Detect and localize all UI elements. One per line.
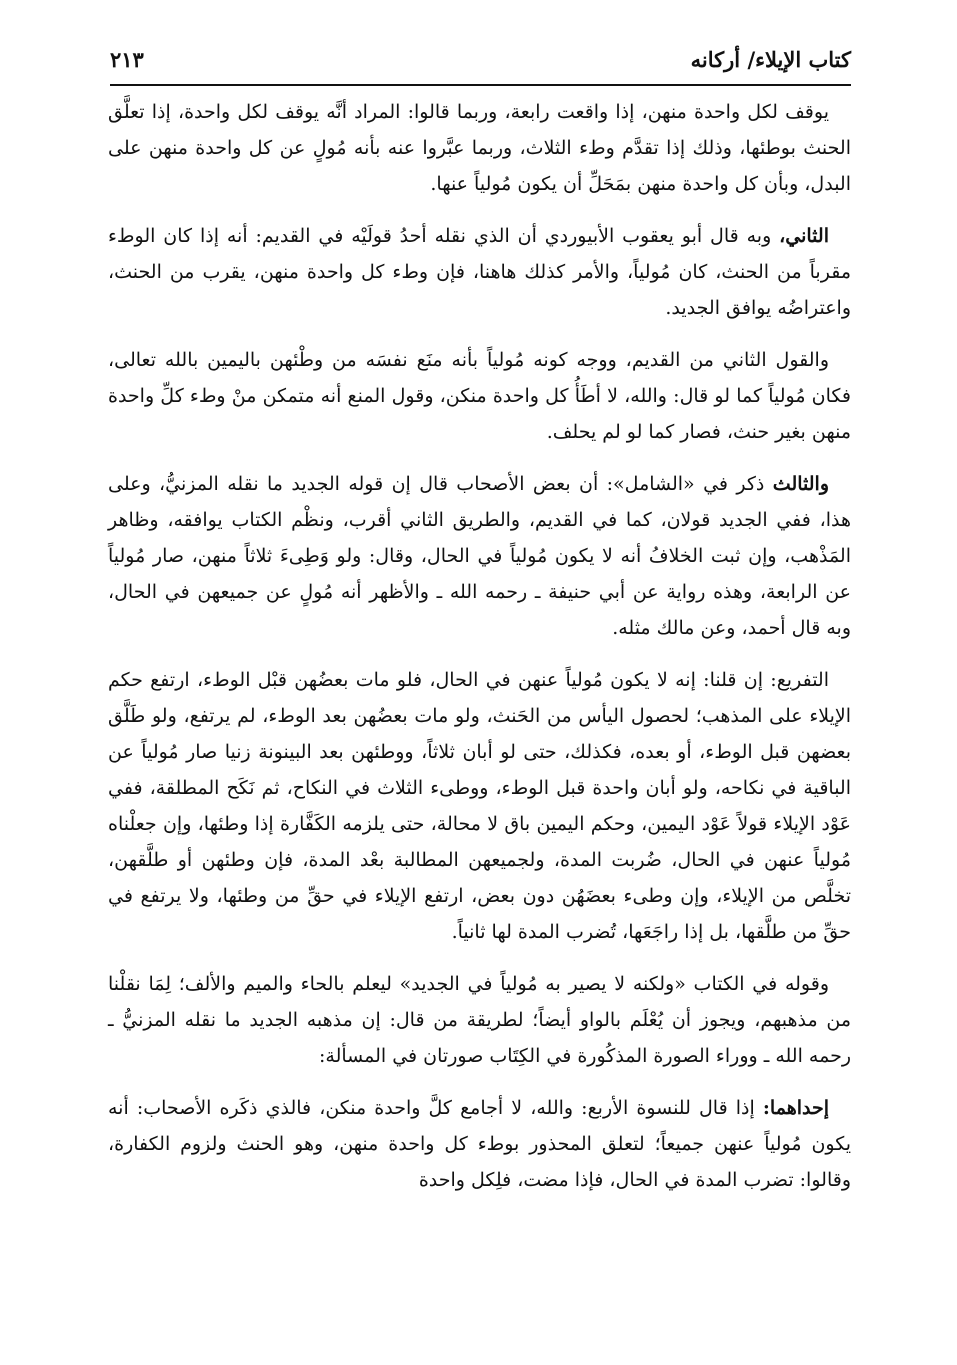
paragraph-lead: والثالث	[772, 473, 829, 495]
paragraph-text: ذكر في «الشامل»: أن بعض الأصحاب قال إن قوله الجديد ما نقله المزنيُّ، وعلى هذا، ففي الجديد قولان، كما في القديم، والطريق الثاني أقرب، ونظْم الكتاب يوافقه، وظاهر المَذْهب، وإن ثبت الخلافُ أنه لا يكون مُولياً في الحال، وقال: ولو وَطِىءَ ثلاثاً منهن، صار مُولياً عن الرابعة، وهذه رواية عن أبي حنيفة ـ رحمه الله ـ والأظهر أنه مُولٍ عن جميعهن في الحال، وبه قال أحمد، وعن مالك مثله.	[108, 473, 851, 639]
paragraph	[108, 94, 851, 202]
page-number: ٢١٣	[110, 46, 144, 72]
paragraph-text: وقوله في الكتاب «ولكنه لا يصير به مُولياً في الجديد» ليعلم بالحاء والميم والألف؛ لِمَا نقلْنا من مذهبهم، ويجوز أن يُعْلَم بالواو أيضاً؛ لطريقة من قال: إن مذهبه الجديد ما نقله المزنيُّ ـ رحمه الله ـ ووراء الصورة المذكُورة في الكِتَاب صورتان في المسألة:	[108, 973, 851, 1067]
paragraph	[108, 342, 851, 450]
paragraph	[108, 466, 851, 646]
paragraph	[108, 1090, 851, 1198]
paragraph-text: إذا قال للنسوة الأربع: والله، لا أجامع كلَّ واحدة منكن، فالذي ذكَره الأصحاب: أنه يكون مُولياً عنهن جميعاً؛ لتعلق المحذور بوطء كل واحدة منهن، وهو الحنث ولزوم الكفارة، وقالوا: تضرب المدة في الحال، فإذا مضت، فلِكل واحدة	[108, 1097, 851, 1191]
running-title: كتاب الإيلاء/ أركانه	[690, 46, 851, 72]
paragraph-text: والقول الثاني من القديم، ووجه كونه مُولياً بأنه منَع نفسَه من وطْئهن باليمين بالله تعالى، فكان مُولياً كما لو قال: والله، لا أطَأُ كل واحدة منكن، وقول المنع أنه متمكن منْ وطء كلِّ واحدة منهن بغير حنث، فصار كما لو لم يحلف.	[108, 349, 851, 443]
paragraph	[108, 662, 851, 950]
paragraph	[108, 966, 851, 1074]
paragraph-lead: إحداهما:	[762, 1097, 829, 1119]
page-header	[110, 36, 851, 82]
paragraph	[108, 218, 851, 326]
header-divider	[110, 84, 851, 86]
paragraph-lead: الثاني،	[779, 225, 829, 247]
paragraph-text: وبه قال أبو يعقوب الأبيوردي أن الذي نقله أحدُ قولَيْه في القديم: أنه إذا كان الوطء مقرباً من الحنث، كان مُولياً، والأمر كذلك هاهنا، فإن وطء كل واحدة منهن، يقرب من الحنث، واعتراضُه يوافق الجديد.	[108, 225, 851, 319]
body-text	[108, 94, 851, 1214]
paragraph-text: التفريع: إن قلنا: إنه لا يكون مُولياً عنهن في الحال، فلو مات بعضُهن قبْل الوطء، ارتفع حكم الإيلاء على المذهب؛ لحصول اليأس من الحَنث، ولو مات بعضُهن بعد الوطء، لم يرتفع، ولو طَلَّق بعضهن قبل الوطء، أو بعده، فكذلك، حتى لو أبان ثلاثاً، ووطئهن بعد البينونة زنيا صار مُولياً عن الباقية في نكاحه، ولو أبان واحدة قبل الوطء، ووطىء الثلاث في النكاح، ثم نَكَح المطلقة، ففي عَوْد الإيلاء قولاً عَوْد اليمين، وحكم اليمين باق لا محالة، حتى يلزمه الكَفَّارة إذا وطئها، وإن جعلْناه مُولياً عنهن في الحال، ضُربت المدة، ولجميعهن المطالبة بعْد المدة، فإن وطئهن أو طلَّقهن، تخلَّص من الإيلاء، وإن وطىء بعضَهُن دون بعض، ارتفع الإيلاء في حقِّ من وطئها، ولا يرتفع في حقِّ من طلَّقها، بل إذا راجَعَها، تُضرب المدة لها ثانياً.	[108, 669, 851, 943]
paragraph-text: يوقف لكل واحدة منهن، إذا واقعت رابعة، وربما قالوا: المراد أنَّه يوقف لكل واحدة، إذا تعلَّق الحنث بوطئها، وذلك إذا تقدَّم وطء الثلاث، وربما عبَّروا عنه بأنه مُولٍ عن كل واحدة منهن على البدل، وبأن كل واحدة منهن بمَحَلِّ أن يكون مُولياً عنها.	[108, 101, 851, 195]
